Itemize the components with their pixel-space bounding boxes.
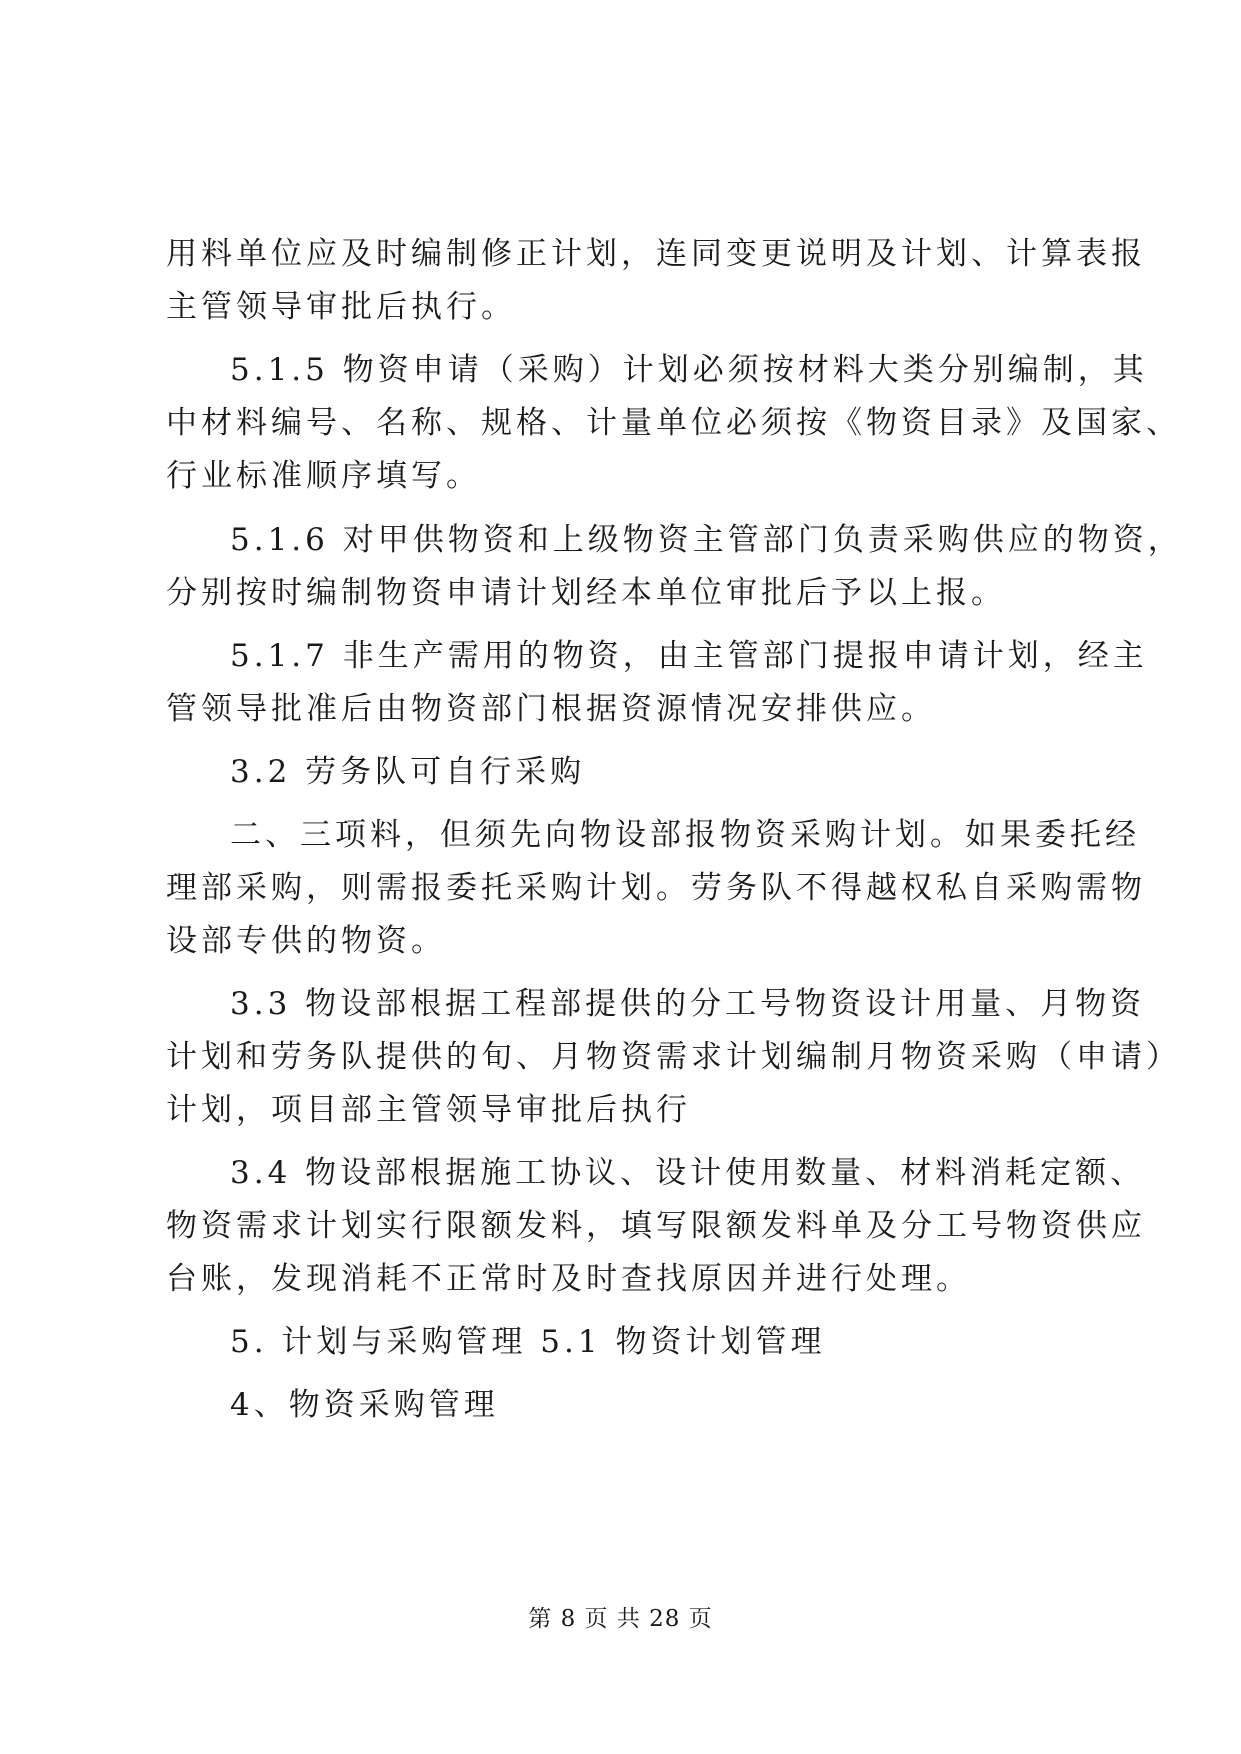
body-text-line: 3.3 物设部根据工程部提供的分工号物资设计用量、月物资 [230,986,1146,1022]
body-text-line: 5.1.5 物资申请（采购）计划必须按材料大类分别编制，其 [230,352,1148,388]
body-text-line: 管领导批准后由物资部门根据资源情况安排供应。 [166,691,936,727]
body-text-line: 行业标准顺序填写。 [166,458,481,494]
body-text-line: 3.4 物设部根据施工协议、设计使用数量、材料消耗定额、 [230,1155,1146,1191]
body-text-line: 计划和劳务队提供的旬、月物资需求计划编制月物资采购（申请） [166,1039,1181,1075]
body-text-line: 分别按时编制物资申请计划经本单位审批后予以上报。 [166,575,1006,611]
body-text-line: 3.2 劳务队可自行采购 [230,754,586,790]
body-text-line: 5.1.7 非生产需用的物资，由主管部门提报申请计划，经主 [230,638,1148,674]
body-text-line: 物资需求计划实行限额发料，填写限额发料单及分工号物资供应 [166,1208,1146,1244]
body-text-line: 主管领导审批后执行。 [166,289,516,325]
section-heading: 4、物资采购管理 [230,1387,499,1423]
body-text-line: 用料单位应及时编制修正计划，连同变更说明及计划、计算表报 [166,236,1146,272]
body-text-line: 理部采购，则需报委托采购计划。劳务队不得越权私自采购需物 [166,870,1146,906]
body-text-line: 计划，项目部主管领导审批后执行 [166,1092,691,1128]
body-text-line: 中材料编号、名称、规格、计量单位必须按《物资目录》及国家、 [166,405,1181,441]
body-text-line: 二、三项料，但须先向物设部报物资采购计划。如果委托经 [230,817,1140,853]
body-text-line: 台账，发现消耗不正常时及时查找原因并进行处理。 [166,1261,971,1297]
page-number-footer: 第 8 页 共 28 页 [528,1606,713,1632]
body-text-line: 5.1.6 对甲供物资和上级物资主管部门负责采购供应的物资， [230,522,1183,558]
section-heading: 5. 计划与采购管理 5.1 物资计划管理 [230,1324,826,1360]
body-text-line: 设部专供的物资。 [166,923,446,959]
